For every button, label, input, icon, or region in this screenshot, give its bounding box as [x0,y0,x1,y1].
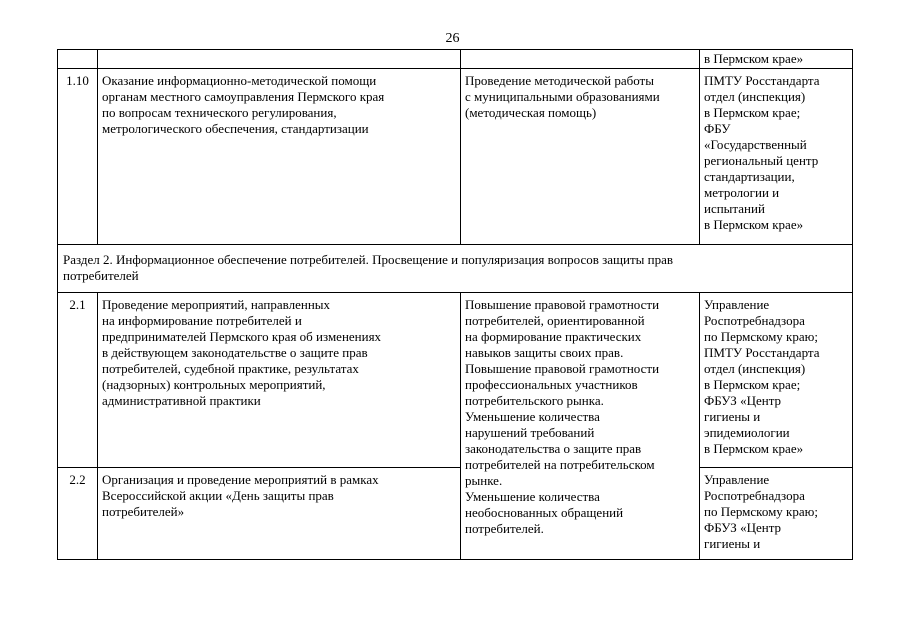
row-2-1-responsible-cell [699,292,853,468]
text-line: Повышение правовой грамотности [465,361,660,376]
prev-row-col2-cell [97,49,461,69]
text-line: в действующем законодательстве о защите прав [102,345,368,360]
text-line: потребительского рынка. [465,393,604,408]
prev-row-col3-cell [460,49,700,69]
text-line: стандартизации, [704,169,795,184]
text-line: ФБУЗ «Центр [704,393,782,408]
text-line: предпринимателей Пермского края об изменениях [102,329,382,344]
text-line: профессиональных участников [465,377,638,392]
text-line: на информирование потребителей и [102,313,302,328]
text-line: потребителей» [102,504,185,519]
text-line: по вопросам технического регулирования, [102,105,337,120]
text-line: испытаний [704,201,765,216]
row-2-2-responsible-cell [699,467,853,560]
row-number: 1.10 [66,73,89,88]
prev-row-num-cell [57,49,98,69]
text-line: Управление [704,472,770,487]
text-line: рынке. [465,473,503,488]
text-line: в Пермском крае» [704,51,804,66]
text-line: отдел (инспекция) [704,89,806,104]
text-line: навыков защиты своих прав. [465,345,624,360]
text-line: Управление [704,297,770,312]
text-line: (методическая помощь) [465,105,597,120]
text-line: потребителей. [465,521,544,536]
text-line: гигиены и [704,536,761,551]
text-line: административной практики [102,393,261,408]
text-line: (надзорных) контрольных мероприятий, [102,377,326,392]
text-line: ФБУЗ «Центр [704,520,782,535]
row-number: 2.1 [69,297,86,312]
text-line: по Пермскому краю; [704,504,818,519]
text-line: Уменьшение количества [465,489,600,504]
text-line: метрологического обеспечения, стандартизации [102,121,369,136]
text-line: в Пермском крае» [704,217,804,232]
row-2-1-num-cell [57,292,98,468]
text-line: метрологии и [704,185,780,200]
text-line: Организация и проведение мероприятий в рамках [102,472,379,487]
row-1-10-description-cell [97,68,461,245]
text-line: в Пермском крае» [704,441,804,456]
row-1-10-responsible-cell [699,68,853,245]
text-line: эпидемиологии [704,425,790,440]
row-number: 2.2 [69,472,86,487]
page-number: 26 [445,31,460,46]
row-1-10-num-cell [57,68,98,245]
text-line: Повышение правовой грамотности [465,297,660,312]
text-line: «Государственный [704,137,807,152]
prev-row-col4-cell [699,49,853,69]
text-line: Раздел 2. Информационное обеспечение потребителей. Просвещение и популяризация вопросов защиты прав [63,252,674,267]
text-line: по Пермскому краю; [704,329,818,344]
text-line: Всероссийской акции «День защиты прав [102,488,334,503]
row-2-2-description-cell [97,467,461,560]
text-line: с муниципальными образованиями [465,89,660,104]
rows-2-1-2-2-result-cell [460,292,700,560]
text-line: Роспотребнадзора [704,488,805,503]
text-line: Роспотребнадзора [704,313,805,328]
text-line: гигиены и [704,409,761,424]
text-line: необоснованных обращений [465,505,624,520]
row-2-2-num-cell [57,467,98,560]
text-line: Оказание информационно-методической помощи [102,73,377,88]
text-line: потребителей [63,268,139,283]
text-line: отдел (инспекция) [704,361,806,376]
text-line: потребителей, ориентированной [465,313,645,328]
text-line: потребителей, судебной практике, результатах [102,361,359,376]
text-line: в Пермском крае; [704,105,801,120]
text-line: ПМТУ Росстандарта [704,73,820,88]
text-line: Уменьшение количества [465,409,600,424]
text-line: ФБУ [704,121,731,136]
text-line: на формирование практических [465,329,642,344]
text-line: Проведение методической работы [465,73,654,88]
text-line: органам местного самоуправления Пермского края [102,89,385,104]
text-line: в Пермском крае; [704,377,801,392]
text-line: потребителей на потребительском [465,457,655,472]
text-line: региональный центр [704,153,819,168]
text-line: законодательства о защите прав [465,441,642,456]
section-2-header-cell [57,244,853,293]
row-2-1-description-cell [97,292,461,468]
text-line: ПМТУ Росстандарта [704,345,820,360]
row-1-10-result-cell [460,68,700,245]
text-line: нарушений требований [465,425,595,440]
text-line: Проведение мероприятий, направленных [102,297,331,312]
